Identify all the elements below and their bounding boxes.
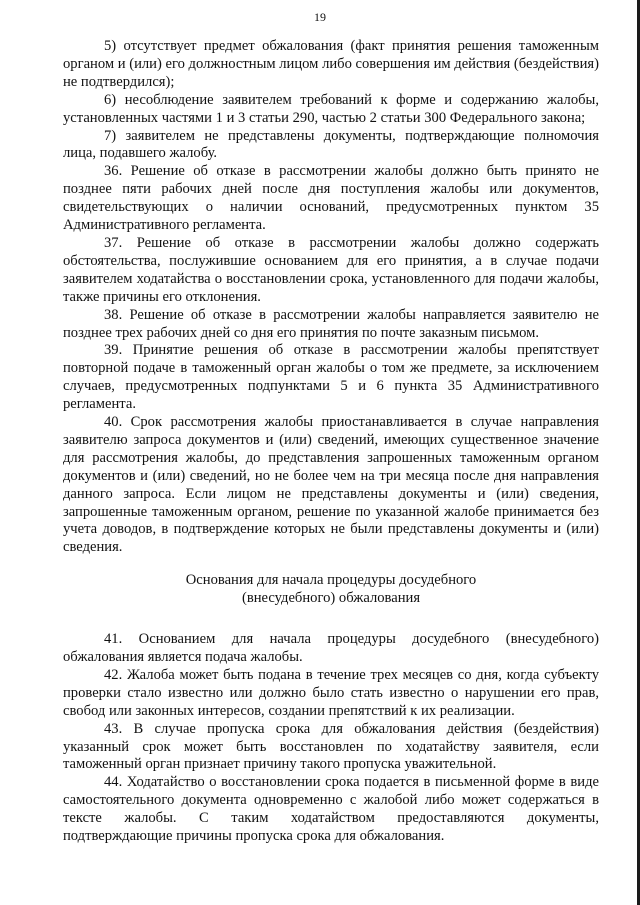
paragraph-40: 40. Срок рассмотрения жалобы приостанавливается в случае направления заявителю запроса документов и (или) сведений, имеющих существенное значение для рассмотрения жалобы, до представления запрошенных таможенным органом документов и (или) сведений, но не более чем на три месяца после дня направления данного запроса. Если лицом не представлены документы и (или) сведения, запрошенные таможенным органом, решение по указанной жалобе принимается без учета доводов, в подтверждение которых не были представлены документы и (или) сведения. [63, 414, 599, 556]
paragraph-42: 42. Жалоба может быть подана в течение трех месяцев со дня, когда субъекту проверки стало известно или должно было стать известно о нарушении его прав, свобод или законных интересов, создании препятствий к их реализации. [63, 666, 599, 719]
paragraph-44: 44. Ходатайство о восстановлении срока подается в письменной форме в виде самостоятельного документа одновременно с жалобой либо может содержаться в тексте жалобы. С таким ходатайством предоставляются документы, подтверждающие причины пропуска срока для обжалования. [63, 774, 599, 845]
paragraph-41: 41. Основанием для начала процедуры досудебного (внесудебного) обжалования является подача жалобы. [63, 631, 599, 665]
paragraph-item-7: 7) заявителем не представлены документы, подтверждающие полномочия лица, подавшего жалобу. [63, 127, 599, 162]
section-spacer [63, 608, 599, 631]
paragraph-item-6: 6) несоблюдение заявителем требований к форме и содержанию жалобы, установленных частями 1 и 3 статьи 290, частью 2 статьи 300 Федерального закона; [63, 91, 599, 126]
paragraph-43: 43. В случае пропуска срока для обжалования действия (бездействия) указанный срок может быть восстановлен по ходатайству заявителя, если таможенный орган признает причину такого пропуска уважительной. [63, 720, 599, 773]
paragraph-37: 37. Решение об отказе в рассмотрении жалобы должно содержать обстоятельства, послужившие основанием для его принятия, а в случае подачи заявителем ходатайства о восстановлении срока, установленного для подачи жалобы, также причины его отклонения. [63, 234, 599, 305]
document-body [63, 38, 599, 846]
paragraph-38: 38. Решение об отказе в рассмотрении жалобы направляется заявителю не позднее трех рабочих дней со дня его принятия по почте заказным письмом. [63, 306, 599, 341]
page-number: 19 [314, 10, 326, 24]
section-heading-line-2: (внесудебного) обжалования [241, 590, 421, 607]
paragraph-39: 39. Принятие решения об отказе в рассмотрении жалобы препятствует повторной подаче в таможенный орган жалобы о том же предмете, за исключением случаев, предусмотренных подпунктами 5 и 6 пункта 35 Административного регламента. [63, 342, 599, 413]
paragraph-item-5: 5) отсутствует предмет обжалования (факт принятия решения таможенным органом и (или) его должностным лицом либо совершения им действия (бездействия) не подтвердился); [63, 38, 599, 90]
paragraph-36: 36. Решение об отказе в рассмотрении жалобы должно быть принято не позднее пяти рабочих дней после дня поступления жалобы или документов, свидетельствующих о наличии оснований, предусмотренных пунктом 35 Административного регламента. [63, 163, 599, 234]
section-heading [63, 572, 599, 608]
section-heading-line-1: Основания для начала процедуры досудебного [185, 572, 477, 589]
